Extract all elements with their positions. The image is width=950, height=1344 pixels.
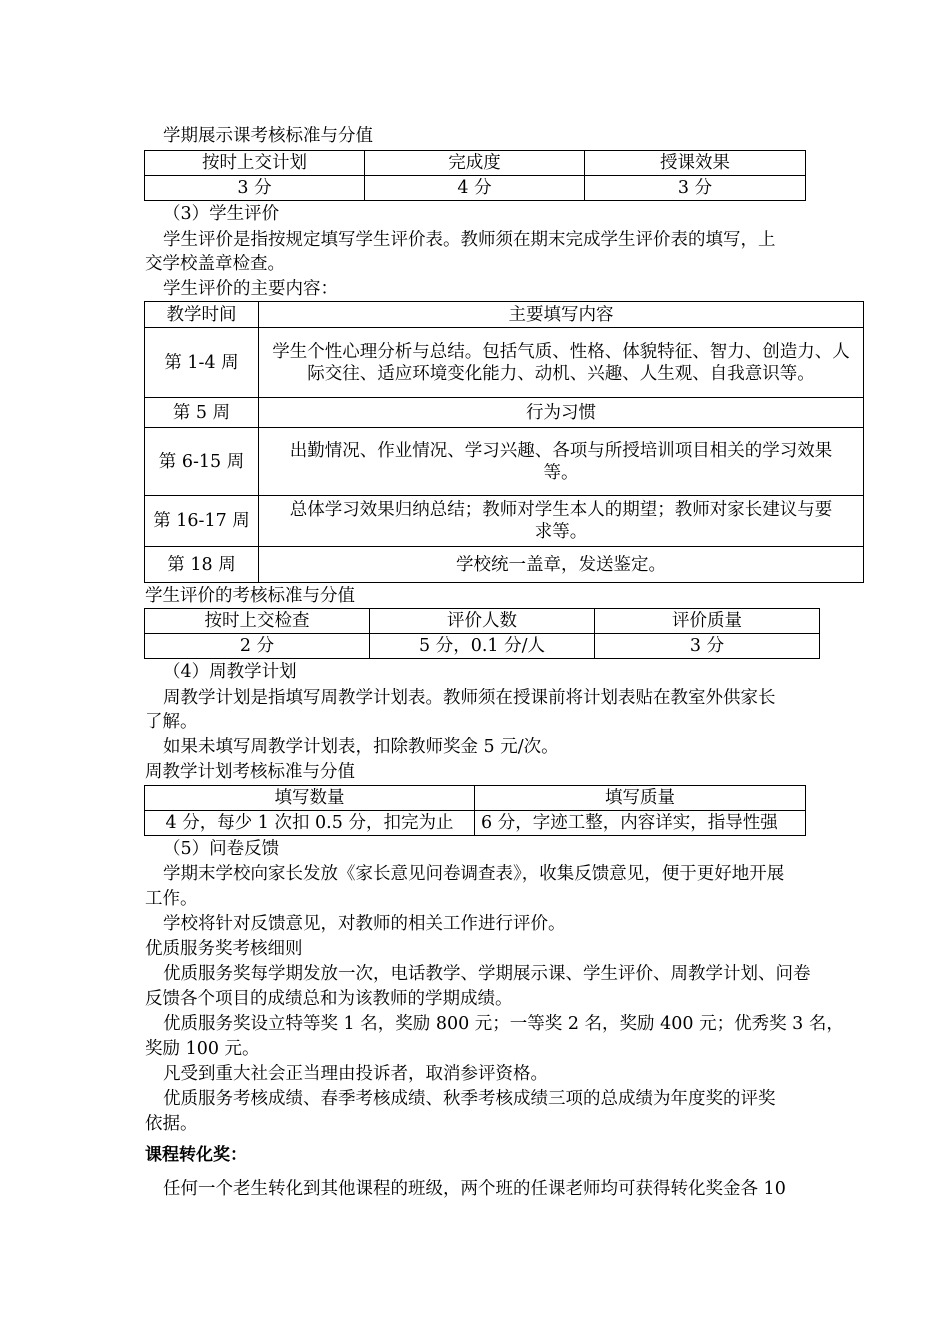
table-header: 完成度 — [365, 151, 585, 176]
paragraph-line: 任何一个老生转化到其他课程的班级，两个班的任课老师均可获得转化奖金各 10 — [163, 1179, 786, 1199]
table-row — [145, 328, 864, 398]
table-header: 评价人数 — [370, 609, 595, 634]
table-cell: 第 18 周 — [145, 547, 259, 583]
paragraph-line: 依据。 — [145, 1114, 198, 1134]
section-title: （3）学生评价 — [163, 204, 280, 224]
paragraph-line: 凡受到重大社会正当理由投诉者，取消参评资格。 — [163, 1064, 548, 1084]
table-header: 教学时间 — [145, 302, 259, 328]
paragraph-line: 周教学计划是指填写周教学计划表。教师须在授课前将计划表贴在教室外供家长 — [163, 688, 776, 708]
table-header: 按时上交检查 — [145, 609, 370, 634]
table-cell: 3 分 — [585, 176, 806, 201]
table-cell — [259, 328, 864, 398]
paragraph-line: 优质服务奖每学期发放一次，电话教学、学期展示课、学生评价、周教学计划、问卷 — [163, 964, 811, 984]
paragraph-line: 工作。 — [145, 889, 198, 909]
paragraph-line: 优质服务奖设立特等奖 1 名，奖励 800 元；一等奖 2 名，奖励 400 元；优秀奖 3 名， — [163, 1014, 844, 1034]
weekly-plan-score-table — [144, 785, 806, 836]
table-row — [145, 496, 864, 547]
cell-line: 学生个性心理分析与总结。包括气质、性格、体貌特征、智力、创造力、人 — [272, 341, 850, 362]
table-row — [145, 547, 864, 583]
cell-line: 际交往、适应环境变化能力、动机、兴趣、人生观、自我意识等。 — [307, 363, 815, 384]
table-cell: 第 16-17 周 — [145, 496, 259, 547]
score-heading: 学生评价的考核标准与分值 — [145, 586, 355, 606]
score-heading: 周教学计划考核标准与分值 — [145, 762, 355, 782]
table-cell: 3 分 — [595, 634, 820, 659]
paragraph-line: 学期末学校向家长发放《家长意见问卷调查表》，收集反馈意见，便于更好地开展 — [163, 864, 785, 884]
table-cell: 第 6-15 周 — [145, 428, 259, 496]
table-cell: 2 分 — [145, 634, 370, 659]
table-cell — [259, 428, 864, 496]
showcase-heading: 学期展示课考核标准与分值 — [163, 126, 373, 146]
table-header: 按时上交计划 — [145, 151, 365, 176]
table-header: 填写质量 — [475, 786, 806, 811]
table-cell: 4 分，每少 1 次扣 0.5 分，扣完为止 — [145, 811, 475, 836]
paragraph-line: 交学校盖章检查。 — [145, 254, 285, 274]
section-title: （4）周教学计划 — [163, 662, 297, 682]
cell-line: 等。 — [543, 462, 579, 483]
paragraph-line: 奖励 100 元。 — [145, 1039, 260, 1059]
paragraph-line: 反馈各个项目的成绩总和为该教师的学期成绩。 — [145, 989, 513, 1009]
showcase-score-table — [144, 150, 806, 201]
cell-line: 求等。 — [534, 522, 588, 542]
paragraph-line: 如果未填写周教学计划表，扣除教师奖金 5 元/次。 — [163, 737, 559, 757]
section-title: 优质服务奖考核细则 — [145, 939, 303, 959]
table-cell: 5 分，0.1 分/人 — [370, 634, 595, 659]
table-cell: 3 分 — [145, 176, 365, 201]
student-eval-table — [144, 301, 864, 583]
table-header: 授课效果 — [585, 151, 806, 176]
cell-line: 出勤情况、作业情况、学习兴趣、各项与所授培训项目相关的学习效果 — [289, 440, 833, 461]
paragraph-line: 了解。 — [145, 712, 198, 732]
section-heading: 课程转化奖： — [145, 1145, 247, 1165]
student-eval-score-table — [144, 608, 820, 659]
table-cell: 学校统一盖章，发送鉴定。 — [259, 547, 864, 583]
table-header: 填写数量 — [145, 786, 475, 811]
content-heading: 学生评价的主要内容： — [163, 279, 338, 299]
section-title: （5）问卷反馈 — [163, 839, 280, 859]
table-cell: 第 5 周 — [145, 398, 259, 428]
table-header: 主要填写内容 — [259, 302, 864, 328]
table-cell: 第 1-4 周 — [145, 328, 259, 398]
table-header: 评价质量 — [595, 609, 820, 634]
cell-line: 总体学习效果归纳总结；教师对学生本人的期望；教师对家长建议与要 — [289, 500, 833, 520]
table-row — [145, 398, 864, 428]
table-row — [145, 428, 864, 496]
table-cell: 4 分 — [365, 176, 585, 201]
table-cell — [259, 496, 864, 547]
table-cell: 6 分，字迹工整，内容详实，指导性强 — [475, 811, 806, 836]
paragraph-line: 学校将针对反馈意见，对教师的相关工作进行评价。 — [163, 914, 566, 934]
table-cell: 行为习惯 — [259, 398, 864, 428]
paragraph-line: 优质服务考核成绩、春季考核成绩、秋季考核成绩三项的总成绩为年度奖的评奖 — [163, 1089, 776, 1109]
paragraph-line: 学生评价是指按规定填写学生评价表。教师须在期末完成学生评价表的填写，上 — [163, 230, 776, 250]
